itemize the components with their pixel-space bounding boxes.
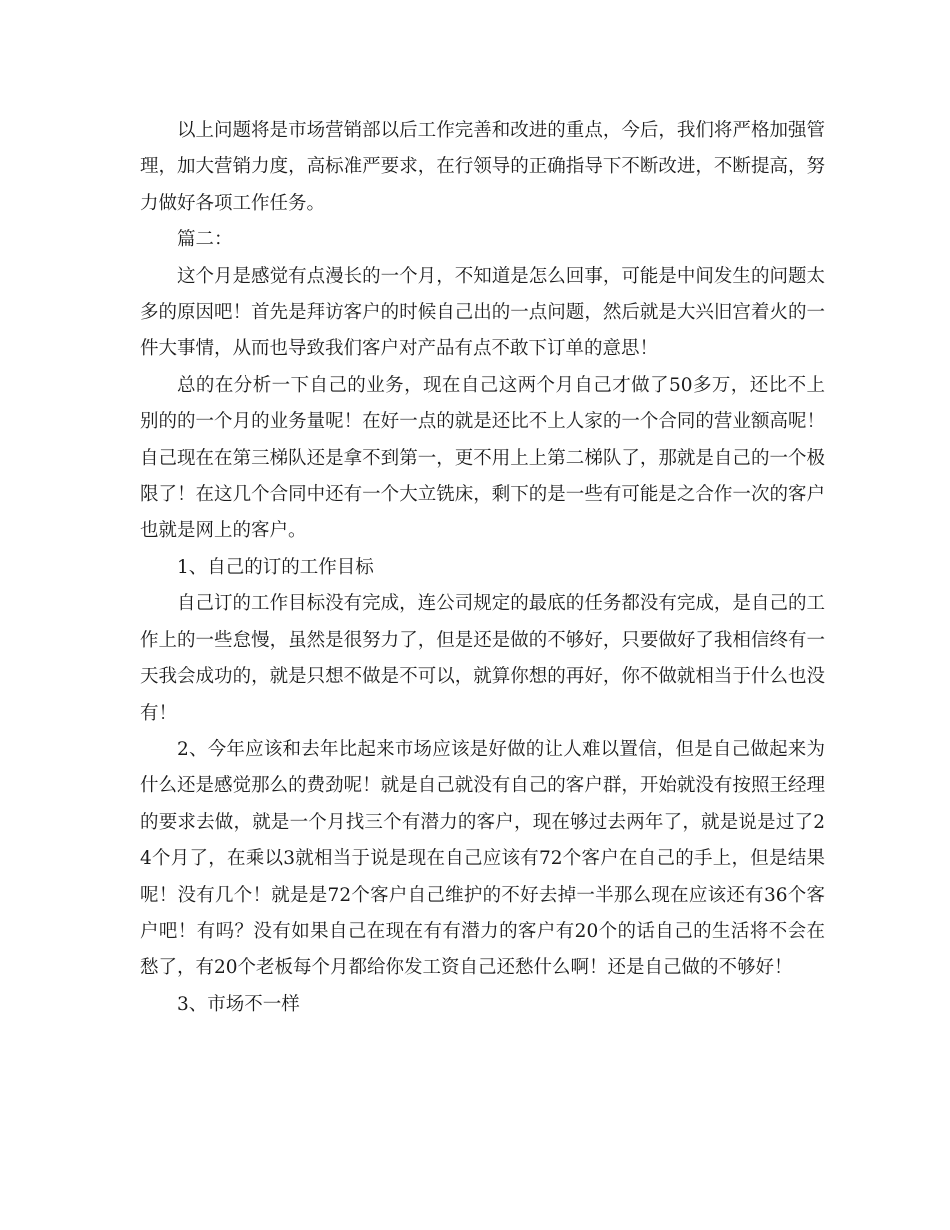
paragraph-3: 这个月是感觉有点漫长的一个月，不知道是怎么回事，可能是中间发生的问题太多的原因吧！首先是拜访客户的时候自己出的一点问题，然后就是大兴旧宫着火的一件大事情，从而也导致我们客户对产品有点不敢下订单的意思！ — [140, 265, 825, 360]
paragraph-1: 以上问题将是市场营销部以后工作完善和改进的重点，今后，我们将严格加强管理，加大营销力度，高标准严要求，在行领导的正确指导下不断改进，不断提高，努力做好各项工作任务。 — [140, 120, 825, 214]
paragraph-6: 自己订的工作目标没有完成，连公司规定的最底的任务都没有完成，是自己的工作上的一些怠慢，虽然是很努力了，但是还是做的不够好，只要做好了我相信终有一天我会成功的，就是只想不做是不可以，就算你想的再好，你不做就相当于什么也没有！ — [140, 593, 825, 724]
section-heading-3: 3、市场不一样 — [177, 993, 300, 1015]
paragraph-heading-part-two: 篇二： — [177, 229, 233, 251]
section-heading-1: 1、自己的订的工作目标 — [177, 556, 374, 578]
paragraph-7: 2、今年应该和去年比起来市场应该是好做的让人难以置信，但是自己做起来为什么还是感觉那么的费劲呢！就是自己就没有自己的客户群，开始就没有按照王经理的要求去做，就是一个月找三个有潜力的客户，现在够过去两年了，就是说是过了24个月了，在乘以3就相当于说是现在自己应该有72个客户在自己的手上，但是结果呢！没有几个！就是是72个客户自己维护的不好去掉一半那么现在应该还有36个客户吧！有吗？没有如果自己在现在有有潜力的客户有20个的话自己的生活将不会在愁了，有20个老板每个月都给你发工资自己还愁什么啊！还是自己做的不够好！ — [140, 738, 825, 979]
document-body — [140, 113, 825, 1023]
paragraph-4: 总的在分析一下自己的业务，现在自己这两个月自己才做了50多万，还比不上别的的一个月的业务量呢！在好一点的就是还比不上人家的一个合同的营业额高呢！自己现在在第三梯队还是拿不到第一，更不用上上第二梯队了，那就是自己的一个极限了！在这几个合同中还有一个大立铣床，剩下的是一些有可能是之合作一次的客户也就是网上的客户。 — [140, 374, 825, 542]
